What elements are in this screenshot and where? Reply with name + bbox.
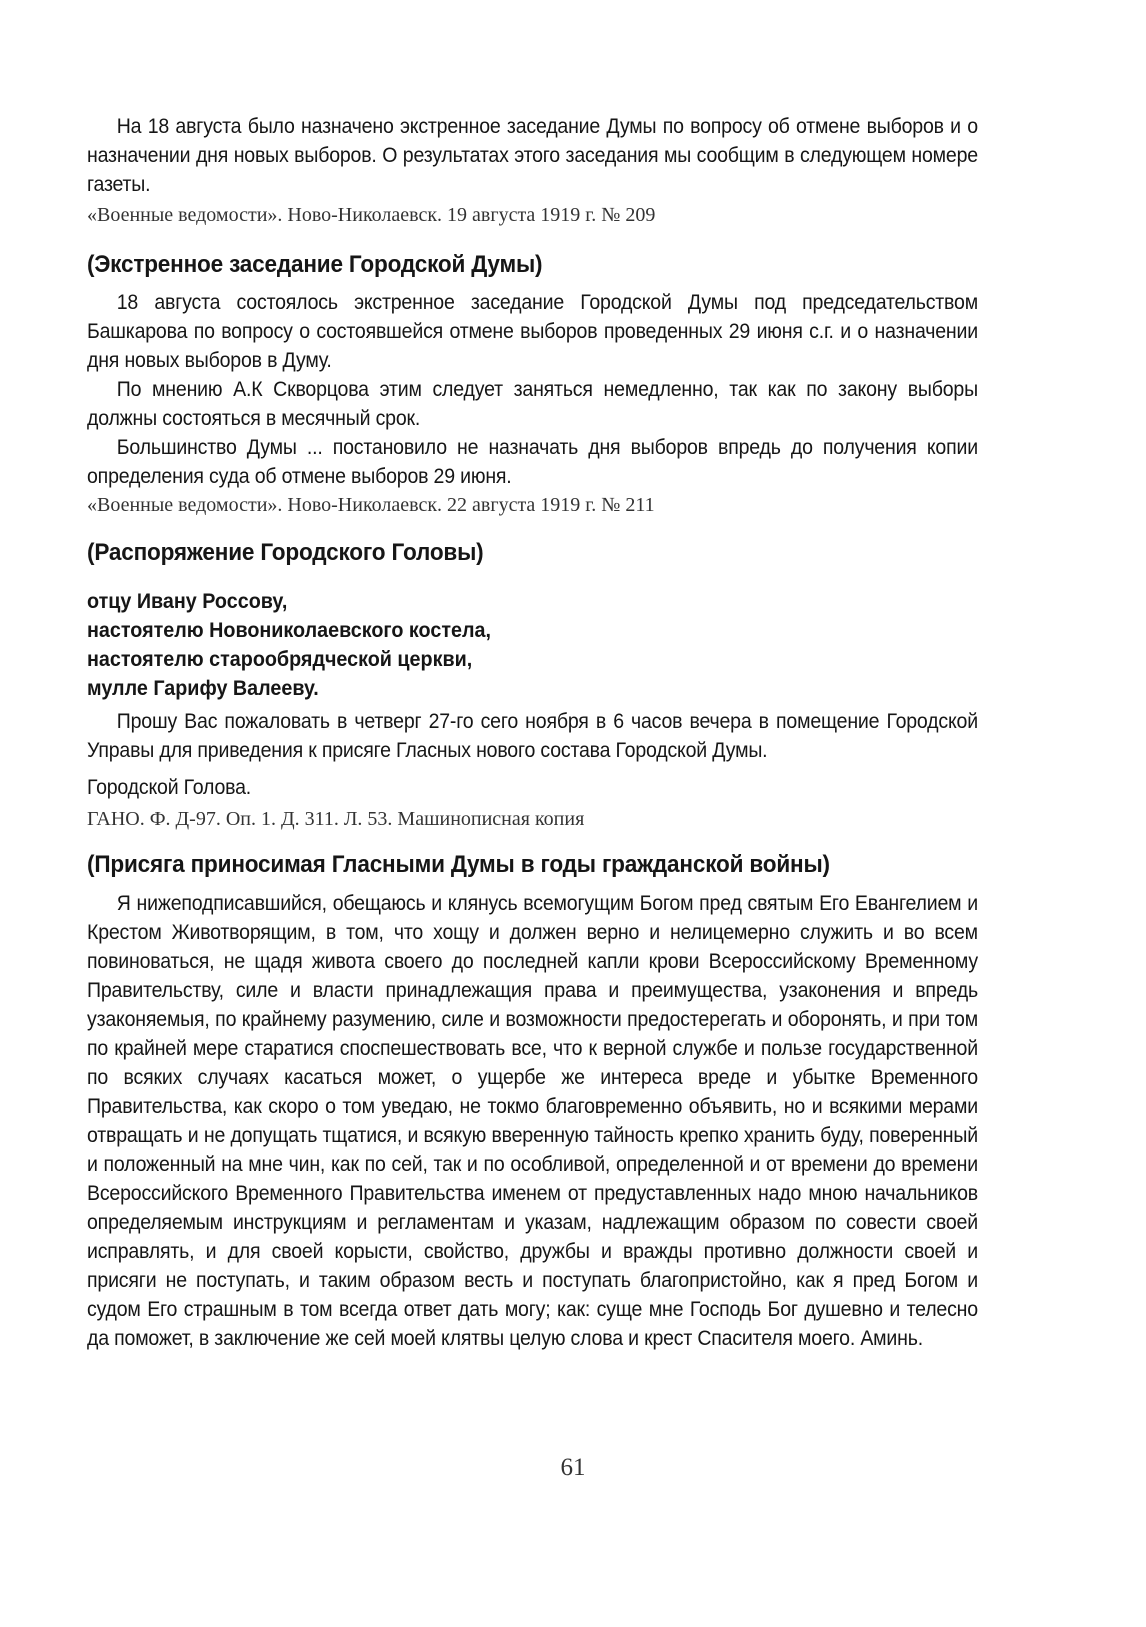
addressee-4: мулле Гарифу Валееву.	[87, 677, 319, 700]
addressee-2: настоятелю Новониколаевского костела,	[87, 619, 491, 642]
section-heading-duma-session: (Экстренное заседание Городской Думы)	[87, 251, 543, 278]
section-heading-mayor-order: (Распоряжение Городского Головы)	[87, 539, 484, 566]
duma-source-citation: «Военные ведомости». Ново-Николаевск. 22 августа 1919 г. № 211	[87, 494, 655, 516]
order-source-citation: ГАНО. Ф. Д-97. Оп. 1. Д. 311. Л. 53. Машинописная копия	[87, 808, 585, 830]
addressee-1: отцу Ивану Россову,	[87, 590, 288, 613]
addressee-list	[87, 587, 978, 703]
section-heading-oath: (Присяга приносимая Гласными Думы в годы гражданской войны)	[87, 851, 830, 878]
oath-paragraph: Я нижеподписавшийся, обещаюсь и клянусь всемогущим Богом пред святым Его Евангелием и Крестом Животворящим, в том, что хощу и должен верно и нелицемерно служить и во всем повиноваться, не щадя живота своего до последней капли крови Всероссийскому Временному Правительству, силе и власти принадлежащия права и преимущества, узаконения и впредь узаконяемыя, по крайнему разумению, силе и возможности предостерегать и оборонять, и при том по крайней мере старатися споспешествовать все, что к верной службе и пользе государственной по всяких случаях касаться может, о ущербе же интереса вреде и убытке Временного Правительства, как скоро о том уведаю, не токмо благовременно объявить, но и всякими мерами отвращать и не допущать тщатися, и всякую вверенную тайность крепко хранить буду, поверенный и положенный на мне чин, как по сей, так и по особливой, определенной и от времени до времени Всероссийского Временного Правительства именем от предуставленных надо мною начальников определяемым инструкциям и регламентам и указам, надлежащим образом по совести своей исправлять, и для своей корысти, свойство, дружбы и вражды противно должности своей и присяги не поступать, и таким образом весть и поступать благопристойно, как я пред Богом и судом Его страшным в том всегда ответ дать могу; как: суще мне Господь Бог душевно и телесно да поможет, в заключение же сей моей клятвы целую слова и крест Спасителя моего. Аминь.	[87, 892, 978, 1350]
intro-source-citation: «Военные ведомости». Ново-Николаевск. 19 августа 1919 г. № 209	[87, 204, 656, 226]
duma-paragraph-3: Большинство Думы ... постановило не назначать дня выборов впредь до получения копии определения суда об отмене выборов 29 июня.	[87, 436, 978, 488]
page-number: 61	[560, 1454, 586, 1481]
addressee-3: настоятелю старообрядческой церкви,	[87, 648, 473, 671]
duma-paragraph-1: 18 августа состоялось экстренное заседание Городской Думы под председательством Башкарова по вопросу о состоявшейся отмене выборов проведенных 29 июня с.г. и о назначении дня новых выборов в Думу.	[87, 291, 978, 372]
intro-paragraph: На 18 августа было назначено экстренное заседание Думы по вопросу об отмене выборов и о назначении дня новых выборов. О результатах этого заседания мы сообщим в следующем номере газеты.	[87, 115, 978, 196]
order-signature: Городской Голова.	[87, 776, 252, 799]
duma-paragraph-2: По мнению А.К Скворцова этим следует заняться немедленно, так как по закону выборы должны состояться в месячный срок.	[87, 378, 978, 430]
order-paragraph: Прошу Вас пожаловать в четверг 27-го сего ноября в 6 часов вечера в помещение Городской Управы для приведения к присяге Гласных нового состава Городской Думы.	[87, 710, 978, 762]
